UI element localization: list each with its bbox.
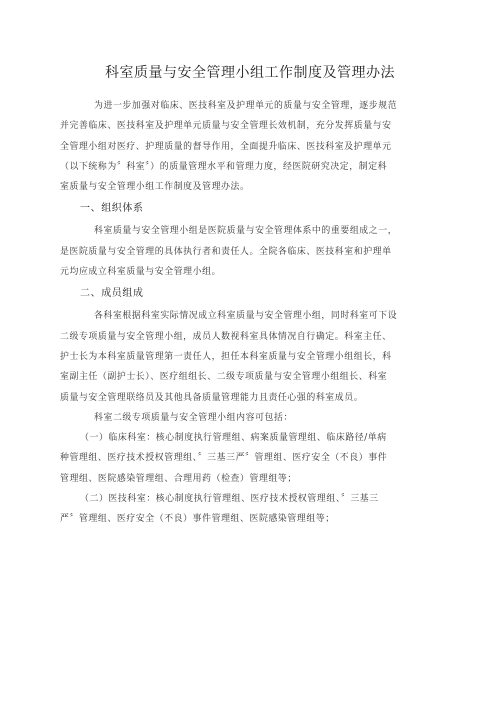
clinical-line-2: 种管理组、医疗技术授权管理组、〞三基三严〞管理组、医疗安全（不良）事件	[60, 453, 388, 464]
clinical-line-3: 管理组、医院感染管理组、合理用药（检查）管理组等；	[60, 473, 297, 484]
intro-line-4: （以下统称为〞科室〞）的质量管理水平和管理力度，经医院研究决定，制定科	[60, 161, 388, 172]
intro-line-3: 全管理小组对医疗、护理质量的督导作用，全面提升临床、医技科室及护理单元	[60, 141, 392, 152]
section2-line-3: 护士长为本科室质量管理第一责任人，担任本科室质量与安全管理小组组长，科	[60, 351, 392, 362]
section-heading-members: 二、成员组成	[80, 288, 144, 300]
section2-line-5: 质量与安全管理联络员及其他具备质量管理能力且责任心强的科室成员。	[60, 392, 364, 403]
section2-line-2: 二级专项质量与安全管理小组，成员人数视科室具体情况自行确定。科室主任、	[60, 331, 392, 342]
intro-line-5: 室质量与安全管理小组工作制度及管理办法。	[60, 182, 250, 193]
subgroups-intro: 科室二级专项质量与安全管理小组内容可包括：	[94, 412, 293, 423]
medtech-line-1: （二）医技科室：核心制度执行管理组、医疗技术授权管理组、〞三基三	[80, 494, 379, 505]
medtech-line-2: 严〞管理组、医疗安全（不良）事件管理组、医院感染管理组等；	[60, 514, 335, 525]
intro-line-1: 为进一步加强对临床、医技科室及护理单元的质量与安全管理，逐步规范	[94, 101, 398, 111]
intro-line-2: 并完善临床、医技科室及护理单元质量与安全管理长效机制，充分发挥质量与安	[60, 121, 392, 132]
section2-line-4: 室副主任（副护士长）、医疗组组长、二级专项质量与安全管理小组组长、科室	[60, 372, 388, 383]
section2-line-1: 各科室根据科室实际情况成立科室质量与安全管理小组，同时科室可下设	[94, 311, 398, 322]
section-heading-organization: 一、组织体系	[80, 203, 144, 215]
document-body	[60, 96, 436, 530]
document-title: 科室质量与安全管理小组工作制度及管理办法	[105, 65, 395, 81]
clinical-line-1: （一）临床科室：核心制度执行管理组、病案质量管理组、临床路径/单病	[80, 433, 387, 444]
section1-line-1: 科室质量与安全管理小组是医院质量与安全管理体系中的重要组成之一，	[94, 226, 398, 237]
section1-line-2: 是医院质量与安全管理的具体执行者和责任人。全院各临床、医技科室和护理单	[60, 246, 392, 257]
section1-line-3: 元均应成立科室质量与安全管理小组。	[60, 267, 222, 278]
